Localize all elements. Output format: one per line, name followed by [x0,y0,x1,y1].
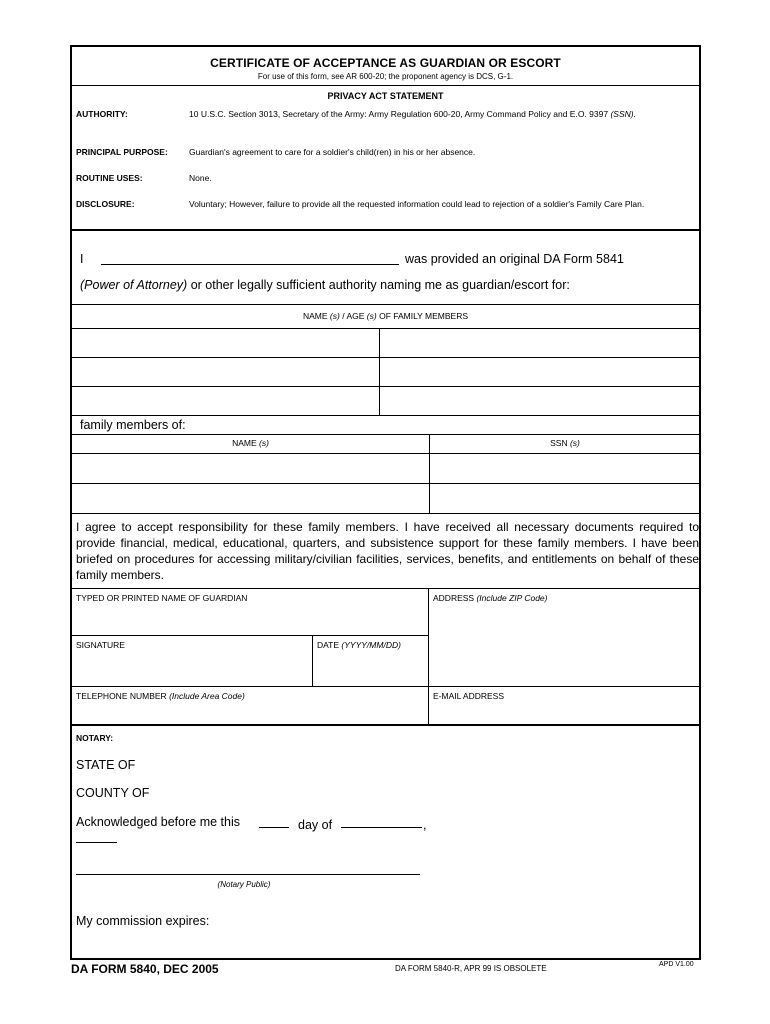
divider [72,85,699,86]
phone-hint: (Include Area Code) [169,691,245,701]
sponsor-name-cell[interactable] [72,454,429,483]
col-name-s: (s) [259,438,269,448]
address-hint: (Include ZIP Code) [476,593,548,603]
state-of-label: STATE OF [76,758,136,772]
sponsor-ssn-cell[interactable] [430,484,701,513]
year-field[interactable] [76,842,117,843]
divider [72,686,699,687]
guardian-name-field[interactable] [72,607,428,635]
address-field[interactable] [429,607,701,686]
notary-signature-line[interactable] [76,874,420,875]
statement-poa: (Power of Attorney) [80,278,188,292]
family-member-cell[interactable] [380,387,701,415]
email-label: E-MAIL ADDRESS [433,691,505,701]
signature-label: SIGNATURE [76,640,125,650]
divider [72,229,699,231]
header-s2: (s) [366,311,377,321]
email-field[interactable] [429,705,701,724]
purpose-label: PRINCIPAL PURPOSE: [76,147,168,157]
family-member-cell[interactable] [380,329,701,357]
sponsor-ssn-cell[interactable] [430,454,701,483]
address-label-text: ADDRESS [433,593,475,603]
family-member-cell[interactable] [72,358,379,386]
family-member-cell[interactable] [380,358,701,386]
phone-label [76,691,245,701]
privacy-heading: PRIVACY ACT STATEMENT [327,91,444,101]
form-title: CERTIFICATE OF ACCEPTANCE AS GUARDIAN OR ESCORT [210,56,561,70]
commission-label: My commission expires: [76,914,210,928]
date-label [317,640,401,650]
phone-label-text: TELEPHONE NUMBER [76,691,167,701]
guardian-name-label: TYPED OR PRINTED NAME OF GUARDIAN [76,593,248,603]
county-of-label: COUNTY OF [76,786,150,800]
day-field[interactable] [259,827,289,828]
header-rest: OF FAMILY MEMBERS [379,311,469,321]
day-of-label: day of [298,818,333,832]
guardian-name-line[interactable] [101,264,399,265]
form-subtitle: For use of this form, see AR 600-20; the proponent agency is DCS, G-1. [257,72,514,81]
divider [72,513,699,514]
family-members-of-label: family members of: [80,418,186,432]
date-field[interactable] [313,654,428,686]
family-member-cell[interactable] [72,329,379,357]
routine-label: ROUTINE USES: [76,173,143,183]
date-label-text: DATE [317,640,340,650]
purpose-text: Guardian's agreement to care for a soldier's child(ren) in his or her absence. [189,147,476,157]
family-table-header [72,311,699,321]
authority-ssn: (SSN). [610,109,636,119]
col-ssn-s: (s) [569,438,580,448]
month-field[interactable] [341,827,422,828]
disclosure-text: Voluntary; However, failure to provide all the requested information could lead to rejection of a soldier's Family Care Plan. [189,199,645,209]
version-label: APD V1.00 [659,961,694,968]
address-label [433,593,548,603]
statement-poa-line [80,278,570,292]
statement-i: I [80,252,84,266]
statement-authority: or other legally sufficient authority naming me as guardian/escort for: [190,278,570,292]
date-hint: (YYYY/MM/DD) [341,640,401,650]
divider [72,724,699,726]
phone-field[interactable] [72,705,428,724]
sponsor-name-header [72,438,429,448]
agreement-text: I agree to accept responsibility for these family members. I have received all necessary documents required to provide financial, medical, educational, quarters, and subsistence support for these family members. I have been briefed on procedures for accessing military/civilian facilities, services, benefits, and entitlements on behalf of these family members. [76,520,699,582]
sponsor-ssn-header [429,438,701,448]
authority-label: AUTHORITY: [76,109,128,119]
divider [72,434,699,435]
authority-body: 10 U.S.C. Section 3013, Secretary of the Army: Army Regulation 600-20, Army Command Policy and E.O. 9397 [189,109,609,119]
sponsor-name-cell[interactable] [72,484,429,513]
statement-provided: was provided an original DA Form 5841 [405,252,624,266]
signature-field[interactable] [72,654,312,686]
acknowledged-label: Acknowledged before me this [76,815,240,829]
obsolete-note: DA FORM 5840-R, APR 99 IS OBSOLETE [395,964,547,973]
divider [72,588,699,589]
col-ssn: SSN [550,438,568,448]
header-name: NAME [302,311,328,321]
authority-text [189,108,694,121]
divider [72,635,428,636]
form-container [70,45,701,960]
header-age: / AGE [342,311,365,321]
notary-public-label: (Notary Public) [217,880,271,889]
divider [72,304,699,305]
divider [72,415,699,416]
routine-text: None. [189,173,212,183]
form-id: DA FORM 5840, DEC 2005 [71,962,219,976]
notary-label: NOTARY: [76,733,114,743]
header-s1: (s) [329,311,340,321]
col-name: NAME [232,438,257,448]
comma: , [423,818,427,832]
disclosure-label: DISCLOSURE: [76,199,135,209]
family-member-cell[interactable] [72,387,379,415]
